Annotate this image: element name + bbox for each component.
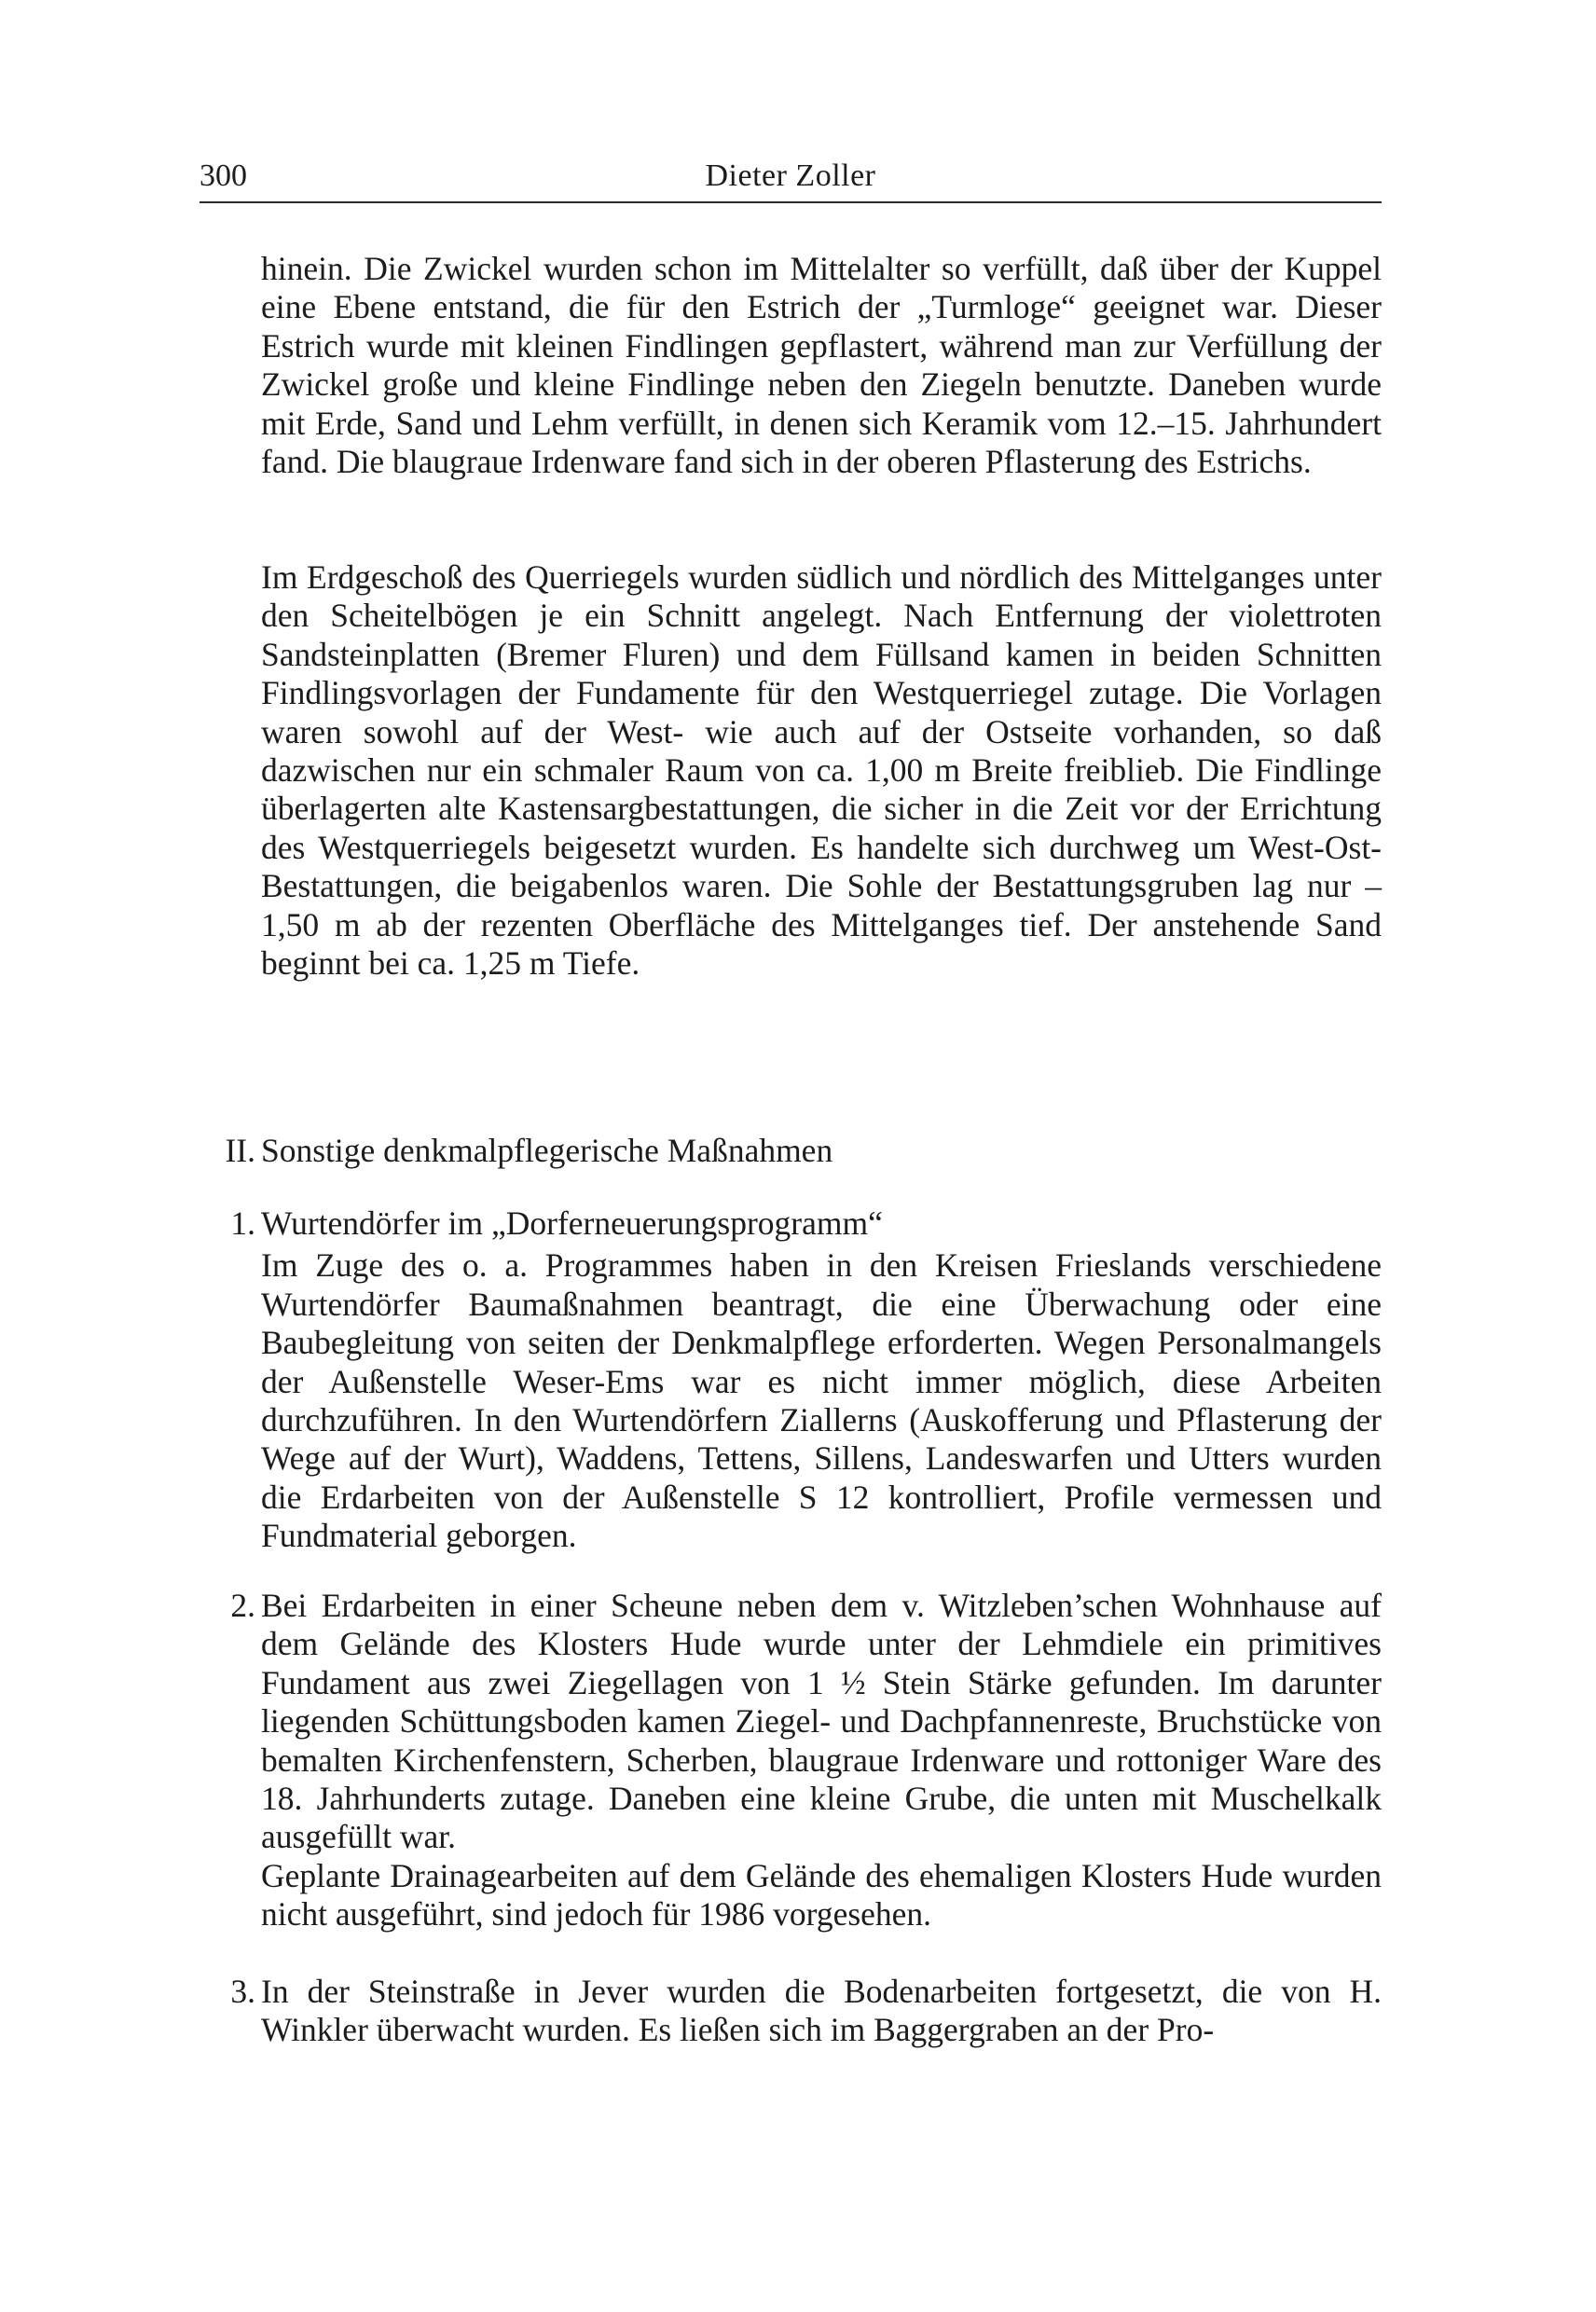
item-number: 1. xyxy=(230,1204,255,1242)
item-text: In der Steinstraße in Jever wurden die Bodenarbeiten fortgesetzt, die von H. Winkler überwacht wurden. Es ließen sich im Baggergraben an der Pro- xyxy=(261,1973,1382,2049)
paragraph-continuation xyxy=(261,250,1382,481)
item-number: 2. xyxy=(230,1587,255,1624)
page-number: 300 xyxy=(200,158,247,193)
paragraph-text: hinein. Die Zwickel wurden schon im Mittelalter so verfüllt, daß über der Kuppel eine Ebene entstand, die für den Estrich der „Turmloge“ geeignet war. Dieser Estrich wurde mit kleinen Findlingen gepflastert, während man zur Verfüllung der Zwickel große und kleine Findlinge neben den Ziegeln benutzte. Daneben wurde mit Erde, Sand und Lehm verfüllt, in denen sich Keramik vom 12.–15. Jahrhundert fand. Die blaugraue Irdenware fand sich in der oberen Pflasterung des Estrichs. xyxy=(261,250,1382,481)
section-title: Sonstige denkmalpflegerische Maßnahmen xyxy=(261,1132,833,1169)
paragraph-text: Im Erdgeschoß des Querriegels wurden südlich und nördlich des Mittelganges unter den Scheitelbögen je ein Schnitt angelegt. Nach Entfernung der violettroten Sandsteinplatten (Bremer Fluren) und dem Füllsand kamen in beiden Schnitten Findlingsvorlagen der Fundamente für den Westquerriegel zutage. Die Vorlagen waren sowohl auf der West- wie auch auf der Ostseite vorhanden, so daß dazwischen nur ein schmaler Raum von ca. 1,00 m Breite freiblieb. Die Findlinge überlagerten alte Kastensargbestattungen, die sicher in die Zeit vor der Errichtung des Westquerriegels beigesetzt wurden. Es handelte sich durchweg um West-Ost-Bestattungen, die beigabenlos waren. Die Sohle der Bestattungsgruben lag nur –1,50 m ab der rezenten Oberfläche des Mittelganges tief. Der anstehende Sand beginnt bei ca. 1,25 m Tiefe. xyxy=(261,558,1382,983)
item-text: Im Zuge des o. a. Programmes haben in den Kreisen Frieslands verschiedene Wurtendörfer Baumaßnahmen beantragt, die eine Überwachung oder eine Baubegleitung von seiten der Denkmalpflege erforderten. Wegen Personalmangels der Außenstelle Weser-Ems war es nicht immer möglich, diese Arbeiten durchzuführen. In den Wurtendörfern Ziallerns (Auskofferung und Pflasterung der Wege auf der Wurt), Waddens, Tettens, Sillens, Landeswarfen und Utters wurden die Erdarbeiten von der Außenstelle S 12 kontrolliert, Profile vermessen und Fundmaterial geborgen. xyxy=(261,1246,1382,1555)
item-title: Wurtendörfer im „Dorferneuerungsprogramm“ xyxy=(261,1204,883,1242)
item-text: Bei Erdarbeiten in einer Scheune neben dem v. Witzleben’schen Wohnhause auf dem Gelände des Klosters Hude wurde unter der Lehmdiele ein primitives Fundament aus zwei Ziegellagen von 1 ½ Stein Stärke gefunden. Im darunter liegenden Schüttungsboden kamen Ziegel- und Dachpfannenreste, Bruchstücke von bemalten Kirchenfenstern, Scherben, blaugraue Irdenware und rottoniger Ware des 18. Jahrhunderts zutage. Daneben eine kleine Grube, die unten mit Muschelkalk ausgefüllt war. xyxy=(261,1587,1382,1856)
page-header xyxy=(200,158,1382,203)
paragraph-erdgeschoss xyxy=(261,558,1382,983)
item-number: 3. xyxy=(230,1973,255,2010)
section-number: II. xyxy=(225,1132,255,1169)
running-title: Dieter Zoller xyxy=(705,158,876,193)
item-text-continued: Geplante Drainagearbeiten auf dem Gelände des ehemaligen Klosters Hude wurden nicht ausgeführt, sind jedoch für 1986 vorgesehen. xyxy=(261,1856,1382,1934)
